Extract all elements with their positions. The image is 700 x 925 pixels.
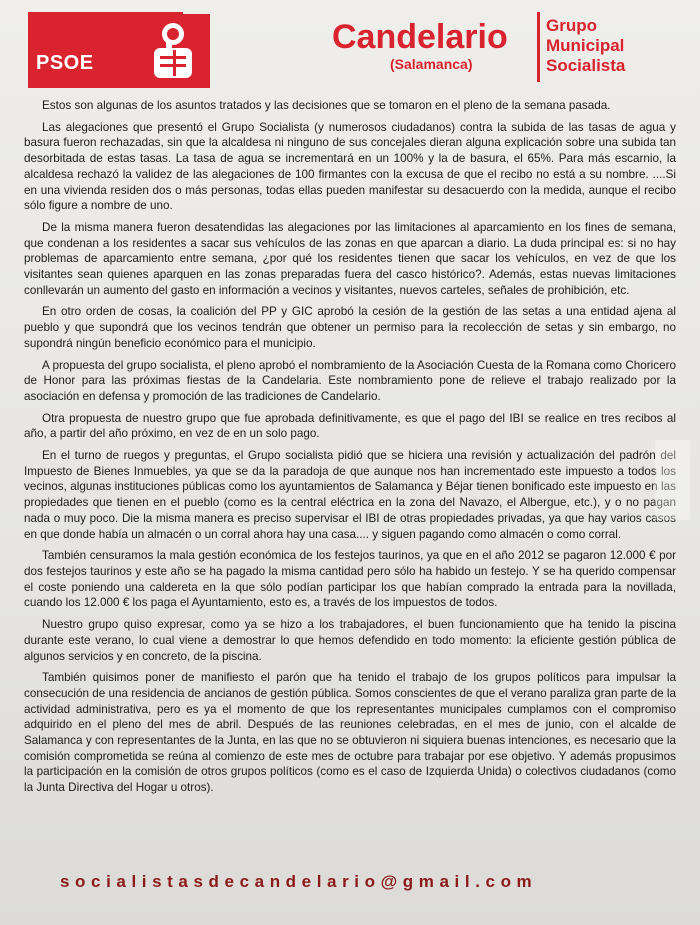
group-line-1: Grupo: [546, 16, 597, 35]
header-divider: [537, 12, 540, 82]
group-name: [546, 16, 625, 76]
paragraph-parking: De la misma manera fueron desatendidas las alegaciones por las limitaciones al aparcamiento en los fines de semana, que condenan a los residentes a sacar sus vehículos de las zonas en que aparcan a diario. La duda principal es: si no hay problemas de aparcamiento entre semana, ¿por qué los residentes tienen que sacar los vehículos, en vez de que los visitantes sean quienes aparquen en las zonas preparadas fuera del casco histórico?. Además, estas nuevas limitaciones conllevarán un aumento del gasto en información a vecinos y visitantes, nuevos carteles, señales de prohibición, etc.: [24, 220, 676, 297]
paragraph-residence: También quisimos poner de manifiesto el parón que ha tenido el trabajo de los grupos políticos para impulsar la consecución de una residencia de ancianos de gestión pública. Somos conscientes de que el verano paraliza gran parte de la actividad administrativa, pero es ya el momento de que los representantes municipales cumplamos con el compromiso adquirido en el pleno del mes de abril. Después de las reuniones celebradas, en el mes de junio, con el alcalde de Salamanca y con representantes de la Junta, en las que no se obtuvieron ni siquiera buenas intenciones, es necesario que la comisión comprometida se reúna al comienzo de este mes de octubre para trabajar por ese objetivo. Y además propusimos la participación en la comisión de otros grupos políticos (como es el caso de Izquierda Unida) o colectivos ciudadanos (como la Junta Directiva del Hogar u otros).: [24, 671, 676, 795]
contact-email[interactable]: socialistasdecandelario@gmail.com: [60, 872, 538, 891]
paragraph-ibi-review: En el turno de ruegos y preguntas, el Grupo socialista pidió que se hiciera una revisión y actualización del padrón del Impuesto de Bienes Inmuebles, ya que se da la paradoja de que aunque nos han incrementado este impuesto a todos los vecinos, algunas instituciones públicas como los ayuntamientos de Salamanca y Béjar tienen bonificado este impuesto en las propiedades que tienen en el pueblo (como es la central eléctrica en la zona del Navazo, el Albergue, etc.), y o no pagan nada o muy poco. Die la misma manera es preciso supervisar el IBI de otras propiedades privadas, ya que hay varios casos en que donde había un almacén o un corral ahora hay una casa.... y siguen pagando como almacén o como corral.: [24, 449, 676, 541]
paragraph-ibi-payment: Otra propuesta de nuestro grupo que fue aprobada definitivamente, es que el pago del IBI se realice en tres recibos al año, a partir del año próximo, en vez de en un solo pago.: [24, 411, 676, 441]
paragraph-bullfights: También censuramos la mala gestión económica de los festejos taurinos, ya que en el año 2012 se pagaron 12.000 € por dos festejos taurinos y este año se ha pagado la misma cantidad pero sólo ha habido un festejo. Y se ha querido compensar el coste poniendo una caldereta en la que sólo podían participar los que habían comprado la entrada para la novillada, cuando los 12.000 € los paga el Ayuntamiento, esto es, a través de los impuestos de todos.: [24, 549, 676, 610]
paragraph-pool: Nuestro grupo quiso expresar, como ya se hizo a los trabajadores, el buen funcionamiento que ha tenido la piscina durante este verano, lo cual viene a demostrar lo que hemos defendido en todo momento: la eficiente gestión pública de algunos servicios y en concreto, de la piscina.: [24, 618, 676, 663]
group-line-3: Socialista: [546, 56, 626, 75]
body-text: [24, 98, 676, 802]
page-subtitle: (Salamanca): [390, 56, 473, 72]
paragraph-intro: Estos son algunas de los asuntos tratados y las decisiones que se tomaron en el pleno de la semana pasada.: [42, 99, 611, 112]
paragraph-honor: A propuesta del grupo socialista, el pleno aprobó el nombramiento de la Asociación Cuesta de la Romana como Choricero de Honor para las próximas fiestas de la Candelaria. Este nombramiento pone de relieve el trabajo realizado por la asociación en defensa y promoción de las tradiciones de Candelario.: [24, 358, 676, 403]
psoe-logo-text: PSOE: [36, 52, 94, 74]
paragraph-water-tax: Las alegaciones que presentó el Grupo Socialista (y numerosos ciudadanos) contra la subida de las tasas de agua y basura fueron rechazadas, sin que la alcaldesa ni ninguno de sus concejales dieran alguna explicación sobre una subida tan desorbitada de estas tasas. La tasa de agua se incrementará en un 100% y la de basura, el 65%. Para más escarnio, la alcaldesa rechazó la validez de las alegaciones de 100 firmantes con la excusa de que el recibo no está a su nombre. ....Si en una vivienda residen dos o más personas, todas ellas pueden manifestar su desacuerdo con la medida, aunque el recibo sólo figure a nombre de uno.: [24, 120, 676, 213]
tape-strip: [655, 440, 690, 520]
fist-rose-icon: [136, 14, 210, 88]
group-line-2: Municipal: [546, 36, 625, 55]
paragraph-mushrooms: En otro orden de cosas, la coalición del PP y GIC aprobó la cesión de la gestión de las setas a una entidad ajena al pueblo y que supondrá que los vecinos tendrán que obtener un permiso para la recolección de setas y sin embargo, no supondrá ningún beneficio económico para el municipio.: [24, 305, 676, 350]
page-title: Candelario: [332, 18, 508, 56]
psoe-logo: [28, 12, 183, 88]
